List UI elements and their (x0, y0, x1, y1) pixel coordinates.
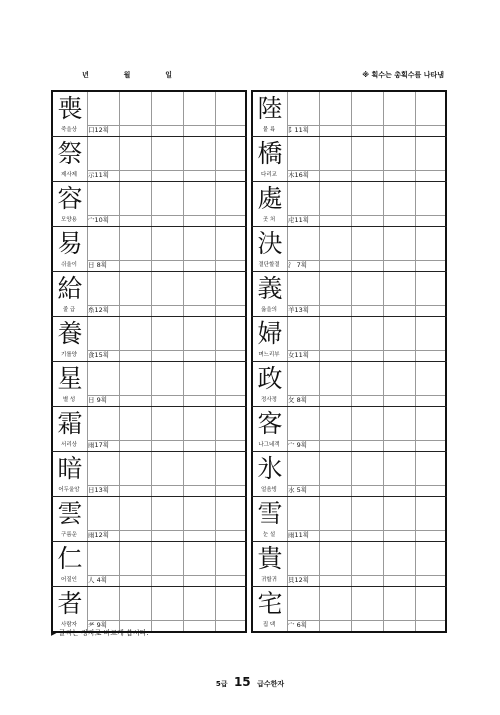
model-hanja: 陸 (257, 94, 283, 123)
practice-cell[interactable] (415, 542, 416, 586)
row-right-border (245, 137, 247, 181)
row-right-border (245, 92, 247, 136)
practice-cell[interactable] (415, 452, 416, 496)
model-hanja: 星 (57, 364, 83, 393)
hanja-meaning: 모양용 (61, 217, 77, 223)
practice-cell[interactable] (215, 92, 216, 136)
model-hanja: 給 (57, 274, 83, 303)
practice-cell[interactable] (119, 452, 120, 496)
radical-stroke-count: 日 9획 (88, 396, 107, 404)
row-right-border (445, 407, 447, 451)
book-title: 급수한자 (257, 680, 285, 688)
hanja-practice-row (51, 587, 247, 633)
row-right-border (245, 362, 247, 406)
practice-cell[interactable] (183, 272, 184, 316)
hanja-meaning: 제사제 (61, 172, 77, 178)
hanja-meaning: 곳 처 (262, 217, 276, 223)
model-hanja: 客 (257, 409, 283, 438)
practice-cell[interactable] (383, 362, 384, 406)
practice-cell[interactable] (151, 542, 152, 586)
practice-cell[interactable] (319, 137, 320, 181)
hanja-practice-row (51, 452, 247, 497)
practice-cell[interactable] (319, 542, 320, 586)
month-label: 월 (123, 71, 131, 79)
practice-cell[interactable] (183, 317, 184, 361)
model-hanja: 雲 (57, 499, 83, 528)
radical-stroke-count: 糸12획 (88, 306, 110, 314)
radical-stroke-count: 氵 7획 (288, 261, 307, 269)
hanja-practice-row (251, 272, 447, 317)
model-hanja: 霜 (57, 409, 83, 438)
practice-cell[interactable] (383, 407, 384, 451)
hanja-practice-row (251, 587, 447, 633)
hanja-meaning: 죽을상 (61, 127, 77, 133)
model-hanja: 決 (257, 229, 283, 258)
model-hanja: 喪 (57, 94, 83, 123)
practice-cell[interactable] (119, 407, 120, 451)
model-hanja: 婦 (257, 319, 283, 348)
practice-cell[interactable] (119, 362, 120, 406)
radical-stroke-count: 宀 9획 (288, 441, 307, 449)
hanja-meaning: 옳을의 (261, 307, 277, 313)
row-right-border (245, 182, 247, 226)
radical-stroke-count: 宀 6획 (288, 621, 307, 629)
model-hanja: 仁 (57, 544, 83, 573)
model-hanja: 義 (257, 274, 283, 303)
hanja-meaning: 눈 설 (262, 532, 276, 538)
right-practice-column (251, 90, 447, 633)
row-right-border (445, 272, 447, 316)
practice-cell[interactable] (383, 317, 384, 361)
row-right-border (445, 362, 447, 406)
model-hanja: 政 (257, 364, 283, 393)
hanja-meaning: 기를양 (61, 352, 77, 358)
practice-cell[interactable] (215, 227, 216, 271)
practice-cell[interactable] (319, 317, 320, 361)
practice-cell[interactable] (215, 407, 216, 451)
radical-stroke-count: 示11획 (88, 171, 110, 179)
practice-cell[interactable] (351, 317, 352, 361)
practice-cell[interactable] (415, 497, 416, 541)
practice-cell[interactable] (183, 362, 184, 406)
radical-stroke-count: 日13획 (88, 486, 110, 494)
hanja-meaning: 결단할결 (258, 262, 280, 268)
row-right-border (445, 182, 447, 226)
practice-cell[interactable] (383, 137, 384, 181)
practice-cell[interactable] (415, 227, 416, 271)
practice-cell[interactable] (383, 182, 384, 226)
practice-cell[interactable] (151, 227, 152, 271)
hanja-practice-row (251, 317, 447, 362)
practice-cell[interactable] (351, 137, 352, 181)
date-header (82, 70, 172, 80)
model-hanja: 雪 (257, 499, 283, 528)
model-hanja: 處 (257, 184, 283, 213)
practice-cell[interactable] (215, 137, 216, 181)
practice-cell[interactable] (151, 182, 152, 226)
hanja-meaning: 나그네객 (258, 442, 280, 448)
practice-cell[interactable] (215, 182, 216, 226)
practice-cell[interactable] (383, 452, 384, 496)
practice-cell[interactable] (183, 407, 184, 451)
practice-cell[interactable] (351, 407, 352, 451)
hanja-practice-row (51, 227, 247, 272)
hanja-meaning: 서리상 (61, 442, 77, 448)
practice-cell[interactable] (119, 497, 120, 541)
hanja-practice-row (51, 362, 247, 407)
practice-cell[interactable] (351, 542, 352, 586)
radical-stroke-count: 攵 8획 (288, 396, 307, 404)
radical-stroke-count: 貝12획 (288, 576, 310, 584)
stroke-count-note: ※ 획수는 총획수를 나타냄 (362, 71, 444, 79)
hanja-practice-row (251, 362, 447, 407)
practice-cell[interactable] (215, 272, 216, 316)
practice-cell[interactable] (151, 362, 152, 406)
practice-cell[interactable] (319, 407, 320, 451)
hanja-practice-row (251, 137, 447, 182)
hanja-meaning: 뭍 륙 (262, 127, 276, 133)
row-right-border (245, 407, 247, 451)
row-right-border (445, 452, 447, 496)
hanja-meaning: 쉬울이 (61, 262, 77, 268)
practice-cell[interactable] (319, 497, 320, 541)
practice-cell[interactable] (215, 452, 216, 496)
hanja-meaning: 집 댁 (262, 622, 276, 628)
practice-cell[interactable] (351, 92, 352, 136)
row-right-border (445, 92, 447, 136)
practice-cell[interactable] (383, 542, 384, 586)
practice-cell[interactable] (183, 497, 184, 541)
radical-stroke-count: 木16획 (288, 171, 310, 179)
practice-cell[interactable] (415, 272, 416, 316)
practice-cell[interactable] (183, 587, 184, 631)
left-practice-column (51, 90, 247, 633)
hanja-meaning: 며느리부 (258, 352, 280, 358)
practice-cell[interactable] (151, 407, 152, 451)
practice-cell[interactable] (151, 272, 152, 316)
practice-cell[interactable] (351, 452, 352, 496)
hanja-practice-row (251, 542, 447, 587)
practice-cell[interactable] (351, 272, 352, 316)
hanja-meaning: 얼음빙 (261, 487, 277, 493)
practice-cell[interactable] (183, 182, 184, 226)
practice-cell[interactable] (415, 137, 416, 181)
radical-stroke-count: 羊13획 (288, 306, 310, 314)
practice-cell[interactable] (183, 542, 184, 586)
hanja-practice-row (51, 182, 247, 227)
practice-cell[interactable] (151, 92, 152, 136)
practice-cell[interactable] (383, 92, 384, 136)
practice-cell[interactable] (183, 92, 184, 136)
radical-stroke-count: 食15획 (88, 351, 110, 359)
practice-cell[interactable] (151, 452, 152, 496)
row-right-border (445, 587, 447, 631)
hanja-meaning: 줄 급 (62, 307, 76, 313)
practice-cell[interactable] (119, 92, 120, 136)
model-hanja: 祭 (57, 139, 83, 168)
practice-cell[interactable] (215, 497, 216, 541)
radical-stroke-count: 阝11획 (288, 126, 310, 134)
practice-cell[interactable] (319, 227, 320, 271)
row-right-border (245, 272, 247, 316)
practice-cell[interactable] (151, 137, 152, 181)
radical-stroke-count: 雨12획 (88, 531, 110, 539)
radical-stroke-count: 水 5획 (288, 486, 307, 494)
radical-stroke-count: 雨17획 (88, 441, 110, 449)
row-right-border (445, 227, 447, 271)
practice-cell[interactable] (119, 137, 120, 181)
model-hanja: 貴 (257, 544, 283, 573)
practice-cell[interactable] (383, 227, 384, 271)
practice-cell[interactable] (351, 497, 352, 541)
practice-cell[interactable] (319, 182, 320, 226)
practice-cell[interactable] (383, 272, 384, 316)
hanja-meaning: 별 성 (62, 397, 76, 403)
model-hanja: 暗 (57, 454, 83, 483)
model-hanja: 氷 (257, 454, 283, 483)
model-hanja: 橋 (257, 139, 283, 168)
radical-stroke-count: 日 8획 (88, 261, 107, 269)
radical-stroke-count: 虍11획 (288, 216, 310, 224)
row-right-border (445, 497, 447, 541)
level-label: 5급 (215, 680, 228, 688)
hanja-meaning: 사람자 (61, 622, 77, 628)
hanja-meaning: 어질인 (61, 577, 77, 583)
model-hanja: 宅 (257, 589, 283, 618)
practice-cell[interactable] (119, 587, 120, 631)
practice-cell[interactable] (151, 317, 152, 361)
radical-stroke-count: 人 4획 (88, 576, 107, 584)
row-right-border (245, 317, 247, 361)
hanja-meaning: 귀할귀 (261, 577, 277, 583)
writing-instruction: ▶ 글씨는 정자로 바르게 씁시다. (51, 629, 149, 637)
radical-stroke-count: 宀10획 (88, 216, 110, 224)
practice-cell[interactable] (119, 317, 120, 361)
hanja-practice-row (51, 542, 247, 587)
hanja-practice-row (51, 317, 247, 362)
day-label: 일 (165, 71, 172, 79)
model-hanja: 易 (57, 229, 83, 258)
practice-cell[interactable] (351, 227, 352, 271)
practice-cell[interactable] (183, 452, 184, 496)
row-right-border (245, 227, 247, 271)
radical-stroke-count: 女11획 (288, 351, 310, 359)
model-hanja: 者 (57, 589, 83, 618)
hanja-practice-row (251, 227, 447, 272)
hanja-meaning: 다리교 (261, 172, 277, 178)
practice-cell[interactable] (119, 227, 120, 271)
practice-cell[interactable] (319, 92, 320, 136)
page-number: 15 (233, 675, 251, 689)
hanja-practice-row (51, 497, 247, 542)
practice-cell[interactable] (319, 272, 320, 316)
practice-cell[interactable] (215, 542, 216, 586)
practice-cell[interactable] (415, 362, 416, 406)
hanja-practice-row (251, 90, 447, 137)
radical-stroke-count: 耂 9획 (88, 621, 107, 629)
row-right-border (245, 452, 247, 496)
hanja-practice-row (51, 407, 247, 452)
practice-cell[interactable] (351, 587, 352, 631)
practice-cell[interactable] (319, 452, 320, 496)
year-label: 년 (82, 71, 89, 79)
hanja-meaning: 구름운 (61, 532, 77, 538)
practice-cell[interactable] (119, 272, 120, 316)
hanja-practice-row (251, 182, 447, 227)
practice-cell[interactable] (183, 137, 184, 181)
hanja-practice-row (51, 272, 247, 317)
practice-cell[interactable] (119, 542, 120, 586)
row-right-border (245, 542, 247, 586)
model-hanja: 容 (57, 184, 83, 213)
row-right-border (245, 587, 247, 631)
radical-stroke-count: 口12획 (88, 126, 110, 134)
practice-cell[interactable] (319, 587, 320, 631)
row-right-border (245, 497, 247, 541)
row-right-border (445, 542, 447, 586)
practice-cell[interactable] (383, 587, 384, 631)
hanja-practice-row (51, 90, 247, 137)
practice-cell[interactable] (351, 362, 352, 406)
practice-cell[interactable] (383, 497, 384, 541)
practice-cell[interactable] (151, 587, 152, 631)
practice-cell[interactable] (415, 407, 416, 451)
hanja-meaning: 정사정 (261, 397, 277, 403)
practice-cell[interactable] (151, 497, 152, 541)
hanja-practice-row (51, 137, 247, 182)
hanja-practice-row (251, 452, 447, 497)
row-right-border (445, 137, 447, 181)
practice-cell[interactable] (215, 317, 216, 361)
page-footer (0, 675, 500, 689)
practice-cell[interactable] (183, 227, 184, 271)
practice-cell[interactable] (415, 587, 416, 631)
practice-cell[interactable] (415, 317, 416, 361)
practice-cell[interactable] (215, 587, 216, 631)
model-hanja: 養 (57, 319, 83, 348)
hanja-practice-row (251, 407, 447, 452)
practice-cell[interactable] (215, 362, 216, 406)
practice-cell[interactable] (351, 182, 352, 226)
radical-stroke-count: 雨11획 (288, 531, 310, 539)
practice-cell[interactable] (319, 362, 320, 406)
practice-cell[interactable] (415, 92, 416, 136)
hanja-practice-row (251, 497, 447, 542)
hanja-meaning: 어두울암 (58, 487, 80, 493)
row-right-border (445, 317, 447, 361)
practice-cell[interactable] (119, 182, 120, 226)
practice-cell[interactable] (415, 182, 416, 226)
